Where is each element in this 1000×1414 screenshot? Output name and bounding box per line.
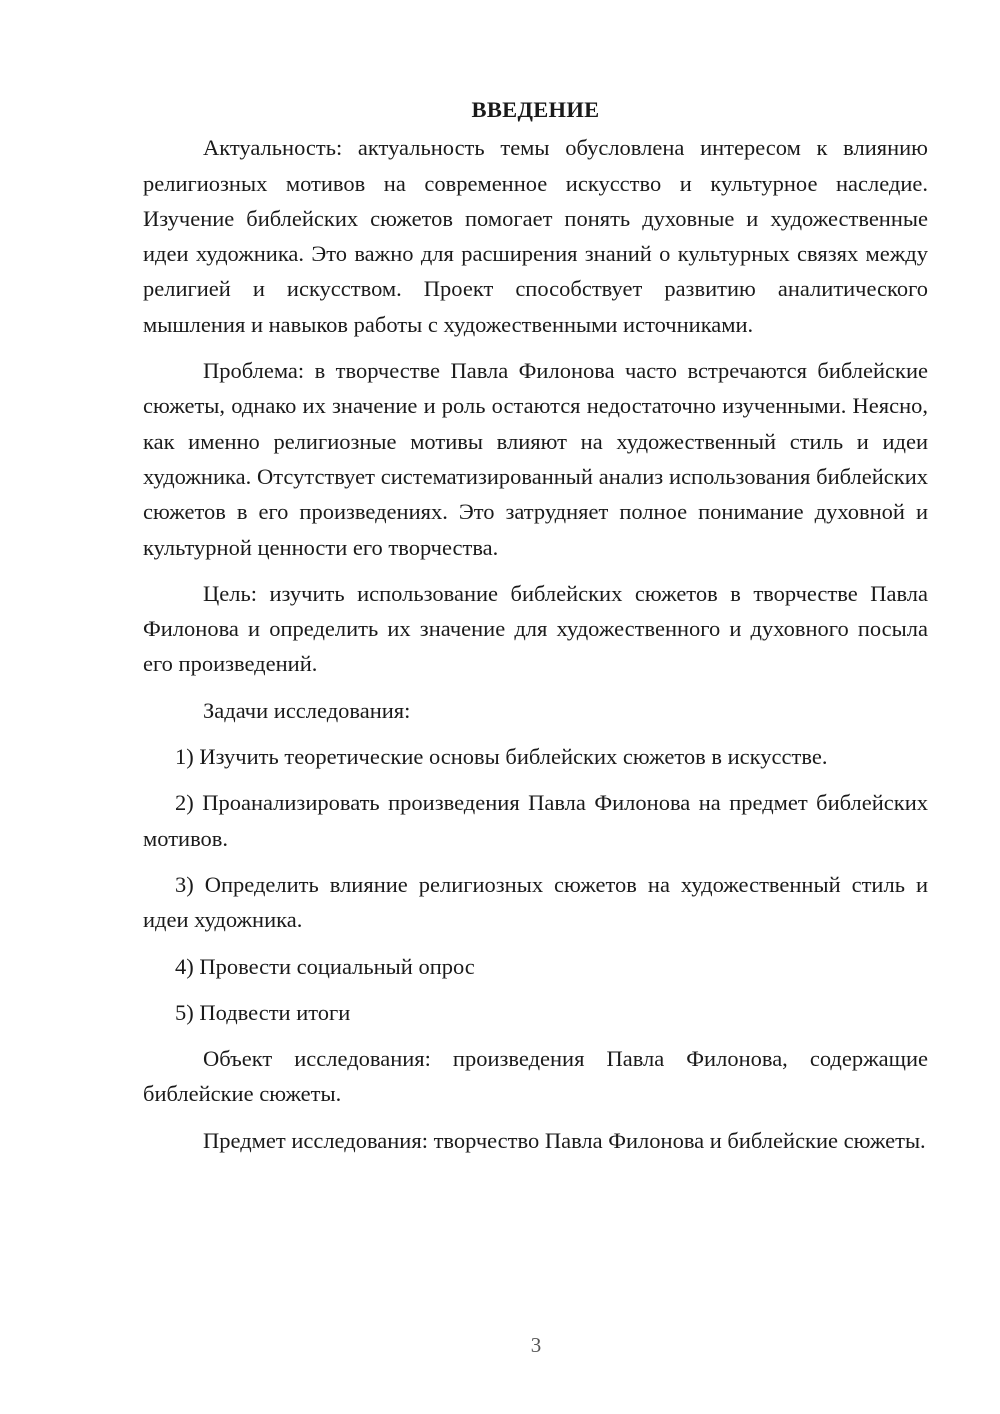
paragraph-goal: Цель: изучить использование библейских сюжетов в творчестве Павла Филонова и определить их значение для художественного и духовного посыла его произведений. — [143, 580, 928, 677]
paragraph-problem: Проблема: в творчестве Павла Филонова часто встречаются библейские сюжеты, однако их значение и роль остаются недостаточно изученными. Неясно, как именно религиозные мотивы влияют на художественный стиль и идеи художника. Отсутствует систематизированный анализ использования библейских сюжетов в его произведениях. Это затрудняет полное понимание духовной и культурной ценности его творчества. — [143, 358, 928, 560]
page-number: 3 — [530, 1333, 542, 1357]
paragraph-object: Объект исследования: произведения Павла Филонова, содержащие библейские сюжеты. — [143, 1046, 928, 1107]
document-page — [143, 92, 928, 1169]
section-heading: ВВЕДЕНИЕ — [471, 97, 600, 122]
paragraph-relevance: Актуальность: актуальность темы обусловлена интересом к влиянию религиозных мотивов на современное искусство и культурное наследие. Изучение библейских сюжетов помогает понять духовные и художественные идеи художника. Это важно для расширения знаний о культурных связях между религией и искусством. Проект способствует развитию аналитического мышления и навыков работы с художественными источниками. — [143, 135, 928, 337]
tasks-list — [143, 739, 928, 1030]
list-item: 1) Изучить теоретические основы библейских сюжетов в искусстве. — [175, 744, 828, 770]
list-item: 5) Подвести итоги — [175, 999, 351, 1025]
list-item: 4) Провести социальный опрос — [175, 953, 475, 979]
paragraph-subject: Предмет исследования: творчество Павла Филонова и библейские сюжеты. — [203, 1127, 926, 1153]
tasks-title: Задачи исследования: — [203, 697, 411, 723]
list-item: 3) Определить влияние религиозных сюжетов на художественный стиль и идеи художника. — [143, 871, 928, 933]
list-item: 2) Проанализировать произведения Павла Филонова на предмет библейских мотивов. — [143, 790, 928, 851]
